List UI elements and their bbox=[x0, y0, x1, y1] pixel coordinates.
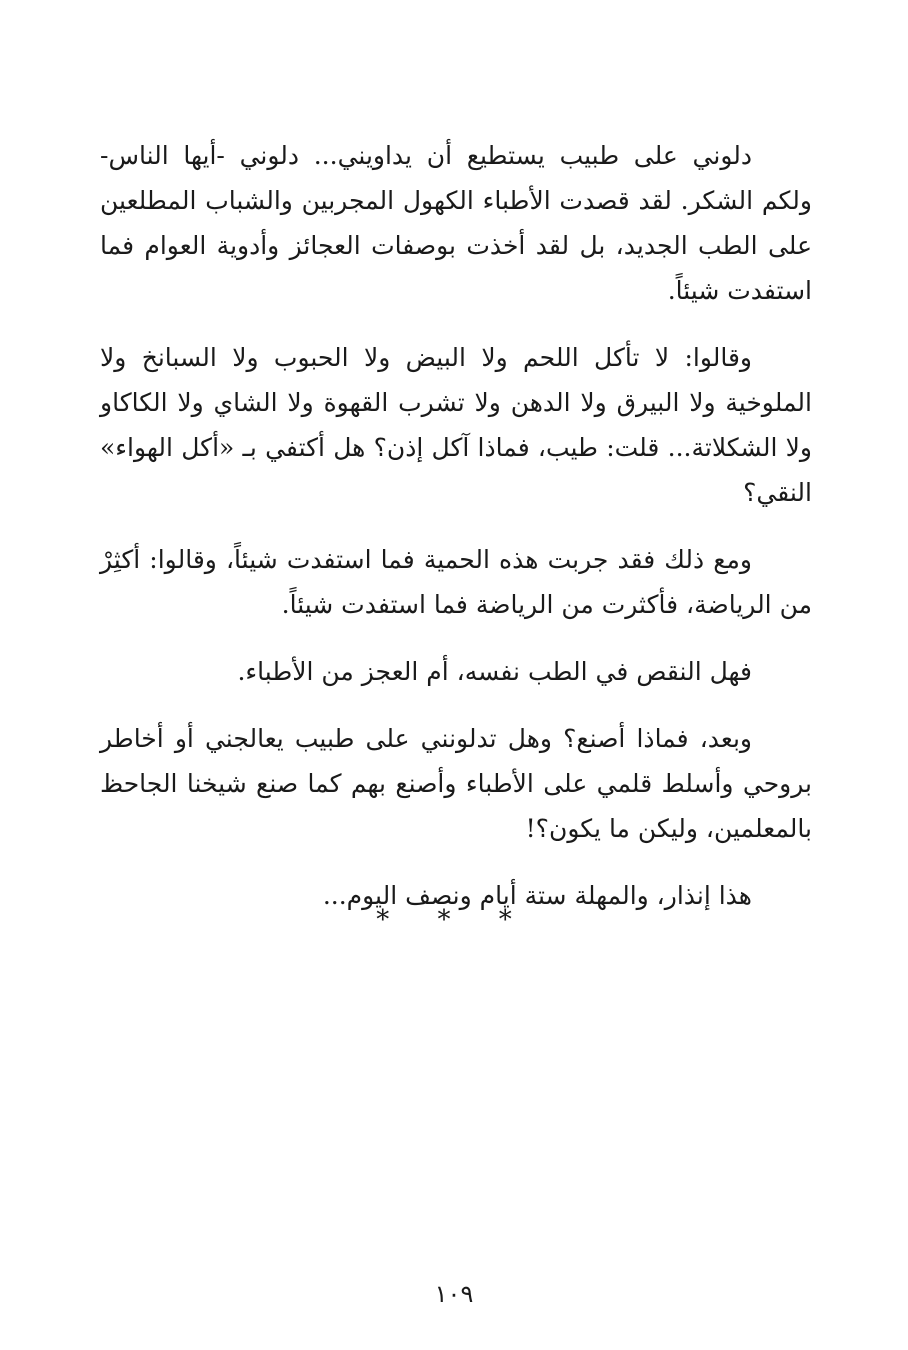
paragraph-5: وبعد، فماذا أصنع؟ وهل تدلونني على طبيب يعالجني أو أخاطر بروحي وأسلط قلمي على الأطباء وأصنع بهم كما صنع شيخنا الجاحظ بالمعلمين، وليكن ما يكون؟! bbox=[100, 724, 812, 843]
paragraph-6: هذا إنذار، والمهلة ستة أيام ونصف اليوم... bbox=[322, 881, 752, 910]
body-text bbox=[100, 133, 812, 940]
paragraph-4: فهل النقص في الطب نفسه، أم العجز من الأطباء. bbox=[237, 657, 752, 686]
paragraph-2: وقالوا: لا تأكل اللحم ولا البيض ولا الحبوب ولا السبانخ ولا الملوخية ولا البيرق ولا الدهن ولا تشرب القهوة ولا الشاي ولا الكاكاو ولا الشكلاتة... قلت: طيب، فماذا آكل إذن؟ هل أكتفي بـ «أكل الهواء» النقي؟ bbox=[100, 343, 812, 507]
paragraph-1: دلوني على طبيب يستطيع أن يداويني... دلوني -أيها الناس- ولكم الشكر. لقد قصدت الأطباء الكهول المجربين والشباب المطلعين على الطب الجديد، بل لقد أخذت بوصفات العجائز وأدوية العوام فما استفدت شيئاً. bbox=[100, 141, 812, 305]
section-separator: * * * bbox=[376, 905, 532, 935]
paragraph-3: ومع ذلك فقد جربت هذه الحمية فما استفدت شيئاً، وقالوا: أكثِرْ من الرياضة، فأكثرت من الرياضة فما استفدت شيئاً. bbox=[100, 545, 812, 619]
page-number: ١٠٩ bbox=[434, 1280, 474, 1308]
